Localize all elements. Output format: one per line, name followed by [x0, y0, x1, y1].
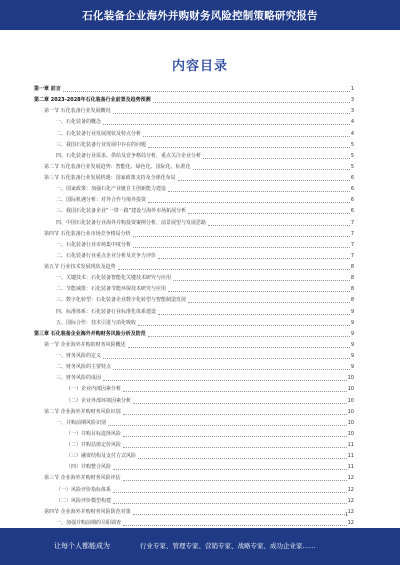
toc-entry-label: 第一节 石化装备行业发展概况: [44, 108, 111, 115]
toc-leader-dots: [178, 180, 350, 181]
footer-tagline: 行业专家、管理专家、营销专家、战略专家、成功企业家……: [140, 542, 316, 550]
toc-entry-page: 6: [350, 208, 354, 215]
toc-entry-label: 四、中国石化装备行业海外并购投资案例分析，前景展望与发展思路: [56, 219, 207, 226]
toc-entry-label: 一、加强并购前期的尽职调查: [56, 519, 122, 526]
toc-entry-page: 11: [347, 453, 354, 460]
toc-entry-label: 一、石化装备的概念: [56, 119, 102, 126]
toc-leader-dots: [113, 469, 347, 470]
toc-entry[interactable]: [34, 462, 354, 473]
toc-entry[interactable]: [34, 418, 354, 429]
toc-entry-page: 12: [347, 519, 354, 526]
toc-leader-dots: [113, 492, 347, 493]
toc-leader-dots: [138, 325, 350, 326]
toc-entry-page: 10: [347, 419, 354, 426]
toc-entry-label: 第三节 企业海外并购财务风险评估: [44, 475, 121, 482]
toc-entry-page: 8: [350, 275, 354, 282]
toc-heading: 内容目录: [171, 59, 228, 74]
toc-entry-label: （二）并购估值定价风险: [66, 442, 122, 448]
toc-entry-label: 一、国家政策：加强石化产业链自主创新能力建设: [56, 186, 167, 193]
toc-entry[interactable]: [34, 262, 354, 273]
toc-entry-page: 7: [350, 241, 354, 248]
toc-entry-label: 三、数字化转型：石化装备企业数字化转型与智能制造发展: [56, 297, 187, 304]
toc-entry-page: 1: [350, 86, 354, 92]
toc-entry[interactable]: [34, 195, 354, 206]
toc-entry-page: 11: [347, 464, 354, 471]
toc-leader-dots: [208, 225, 350, 226]
toc-entry-label: （二）企业外部环境因素分析: [66, 397, 132, 404]
toc-leader-dots: [158, 314, 350, 315]
toc-entry-page: 6: [350, 175, 354, 181]
toc-entry[interactable]: [34, 384, 354, 395]
toc-entry-label: 第二章 2023-2028年石化装备行业前景及趋势预测: [34, 97, 151, 104]
toc-entry[interactable]: [34, 106, 354, 117]
toc-entry[interactable]: [34, 340, 354, 351]
toc-entry[interactable]: [34, 140, 354, 151]
toc-leader-dots: [123, 414, 347, 415]
toc-entry-label: 四、石化装备行业需求、供给及竞争格局分析，重点关注企业分析: [56, 152, 202, 159]
toc-entry-page: 4: [350, 130, 354, 137]
toc-leader-dots: [123, 436, 347, 437]
toc-entry-label: 第三节 石化装备行业发展机遇：国家政策支持及全球化布局: [44, 175, 176, 181]
toc-entry-page: 4: [350, 119, 354, 126]
toc-entry-label: 第一节 企业海外并购的财务风险概述: [44, 341, 126, 348]
toc-leader-dots: [158, 258, 350, 259]
toc-entry-label: 二、石化装备行业重点企业分析及竞争力评价: [56, 252, 157, 259]
toc-entry-label: 第二节 石化装备行业发展趋势：智能化、绿色化、国际化、标准化: [44, 163, 191, 170]
toc-leader-dots: [168, 291, 350, 292]
toc-leader-dots: [188, 302, 350, 303]
toc-leader-dots: [133, 514, 347, 515]
toc-entry-label: 第三章 石化装备企业海外并购财务风险分析及防范: [34, 330, 146, 337]
toc-entry[interactable]: [34, 84, 354, 95]
toc-leader-dots: [148, 147, 350, 148]
toc-entry-label: 第四节 石化装备行业市场竞争格局分析: [44, 230, 131, 237]
toc-entry-label: 第二节 企业海外并购财务风险识别: [44, 408, 121, 415]
toc-entry-label: 三、财务风险的成因: [56, 375, 102, 382]
toc-entry[interactable]: [34, 396, 354, 407]
toc-entry[interactable]: [34, 440, 354, 451]
toc-entry-page: 8: [350, 297, 354, 304]
toc-leader-dots: [173, 280, 350, 281]
toc-leader-dots: [203, 158, 350, 159]
toc-entry[interactable]: [34, 173, 354, 184]
toc-entry[interactable]: [34, 407, 354, 418]
toc-leader-dots: [133, 247, 350, 248]
report-title: 石化装备企业海外并购财务风险控制策略研究报告: [82, 10, 318, 22]
toc-entry[interactable]: [34, 240, 354, 251]
toc-entry-page: 7: [350, 219, 354, 226]
toc-leader-dots: [138, 458, 347, 459]
toc-leader-dots: [123, 391, 347, 392]
toc-entry[interactable]: [34, 307, 354, 318]
toc-entry[interactable]: [34, 273, 354, 284]
toc-entry-label: 三、我国石化装备行业发展中存在的问题: [56, 141, 147, 148]
toc-entry-page: 12: [347, 475, 354, 482]
toc-entry-label: 一、财务风险的定义: [56, 353, 102, 359]
toc-leader-dots: [153, 102, 350, 103]
toc-entry-label: （一）企业内部因素分析: [66, 386, 122, 393]
toc-leader-dots: [143, 136, 350, 137]
toc-leader-dots: [103, 380, 347, 381]
toc-entry-label: 一、石化装备行业市场集中度分析: [56, 241, 132, 248]
footer-banner: [0, 528, 400, 565]
footer-slogan: 让每个人都能成为: [54, 542, 110, 550]
toc-entry[interactable]: [34, 184, 354, 195]
toc-leader-dots: [148, 336, 350, 337]
toc-entry-page: 9: [350, 364, 354, 371]
toc-entry-label: 三、我国石化装备企业“一带一路”建设与海外市场拓展分析: [56, 208, 187, 215]
toc-entry-page: 5: [350, 141, 354, 148]
toc-entry[interactable]: [34, 473, 354, 484]
page-number: 1: [344, 512, 348, 518]
toc-entry[interactable]: [34, 129, 354, 140]
toc-entry-page: 8: [350, 286, 354, 293]
toc-leader-dots: [103, 124, 350, 125]
toc-entry-label: 第五节 行业技术发展现状及趋势: [44, 264, 116, 270]
toc-leader-dots: [113, 113, 350, 114]
toc-entry[interactable]: [34, 318, 354, 329]
toc-entry-page: 12: [347, 508, 354, 515]
toc-entry-page: 10: [347, 430, 354, 437]
toc-entry[interactable]: [34, 284, 354, 295]
toc-entry-page: 12: [347, 486, 354, 493]
toc-leader-dots: [103, 358, 350, 359]
toc-entry[interactable]: [34, 295, 354, 306]
toc-leader-dots: [193, 169, 350, 170]
toc-entry-page: 10: [347, 375, 354, 382]
toc-entry-label: 二、节能减排：石化装备节能环保技术研究与应用: [56, 286, 167, 293]
toc-entry[interactable]: [34, 206, 354, 217]
toc-entry[interactable]: [34, 151, 354, 162]
toc-entry-page: 7: [350, 252, 354, 259]
toc-entry[interactable]: [34, 162, 354, 173]
toc-leader-dots: [148, 202, 350, 203]
toc-entry-page: 6: [350, 186, 354, 193]
toc-entry-label: 五、国际合作：技术引进与消化吸收: [56, 319, 137, 326]
toc-entry[interactable]: [34, 117, 354, 128]
toc-leader-dots: [128, 347, 350, 348]
toc-list: [34, 84, 354, 529]
toc-entry-page: 3: [350, 97, 354, 104]
toc-entry-label: （一）并购目标选择风险: [66, 430, 122, 437]
toc-entry-label: 第四节 企业海外并购财务风险防范对策: [44, 508, 131, 515]
toc-leader-dots: [108, 425, 347, 426]
toc-entry-page: 9: [350, 341, 354, 348]
toc-entry-label: （一）风险评价指标体系: [56, 486, 112, 493]
toc-entry[interactable]: [34, 429, 354, 440]
toc-entry[interactable]: [34, 351, 354, 362]
toc-entry-page: 10: [347, 397, 354, 404]
toc-entry-page: 12: [347, 497, 354, 504]
toc-entry-page: 11: [347, 442, 354, 448]
toc-entry[interactable]: [34, 496, 354, 507]
toc-entry[interactable]: [34, 507, 354, 518]
toc-entry-page: 5: [350, 152, 354, 159]
header-banner: [0, 0, 400, 30]
toc-entry[interactable]: [34, 95, 354, 106]
toc-leader-dots: [168, 191, 350, 192]
toc-entry-page: 7: [350, 230, 354, 237]
toc-entry[interactable]: [34, 218, 354, 229]
toc-leader-dots: [118, 269, 350, 270]
toc-entry-page: 8: [350, 264, 354, 270]
toc-entry-label: 二、石化装备行业发展现状及特点分析: [56, 130, 142, 137]
toc-entry-page: 3: [350, 108, 354, 115]
toc-entry-label: 一、并购前期风险识别: [56, 419, 107, 426]
toc-entry[interactable]: [34, 251, 354, 262]
toc-entry-page: 9: [350, 330, 354, 337]
toc-leader-dots: [113, 503, 347, 504]
toc-entry[interactable]: [34, 451, 354, 462]
toc-leader-dots: [123, 525, 347, 526]
toc-entry-label: （三）融资结构及支付方式风险: [66, 453, 137, 460]
toc-entry[interactable]: [34, 329, 354, 340]
toc-entry-label: 一、关键技术：石化装备智能化关键技术研究与应用: [56, 275, 172, 282]
toc-entry-page: 10: [347, 386, 354, 393]
toc-entry-label: （四）并购整合风险: [66, 464, 112, 471]
toc-entry-label: （二）风险评价模型构建: [56, 497, 112, 504]
toc-leader-dots: [188, 213, 350, 214]
toc-leader-dots: [133, 236, 350, 237]
toc-entry-page: 6: [350, 197, 354, 204]
toc-entry-page: 9: [350, 353, 354, 359]
toc-leader-dots: [123, 447, 347, 448]
toc-entry-label: 二、国际机遇分析：对外合作与境外投资: [56, 197, 147, 204]
toc-entry-page: 5: [350, 163, 354, 170]
toc-entry-label: 四、标准体系：石化装备行业标准化体系建设: [56, 308, 157, 315]
toc-entry[interactable]: [34, 373, 354, 384]
toc-entry-label: 二、财务风险的主要特点: [56, 364, 112, 371]
toc-leader-dots: [63, 91, 350, 92]
toc-leader-dots: [123, 480, 347, 481]
toc-entry-page: 9: [350, 319, 354, 326]
toc-entry-page: 9: [350, 308, 354, 315]
toc-entry[interactable]: [34, 485, 354, 496]
toc-entry-label: 第一章 前言: [34, 86, 61, 92]
toc-entry[interactable]: [34, 362, 354, 373]
toc-leader-dots: [133, 403, 347, 404]
toc-entry[interactable]: [34, 229, 354, 240]
toc-entry-page: 10: [347, 408, 354, 415]
toc-leader-dots: [113, 369, 350, 370]
